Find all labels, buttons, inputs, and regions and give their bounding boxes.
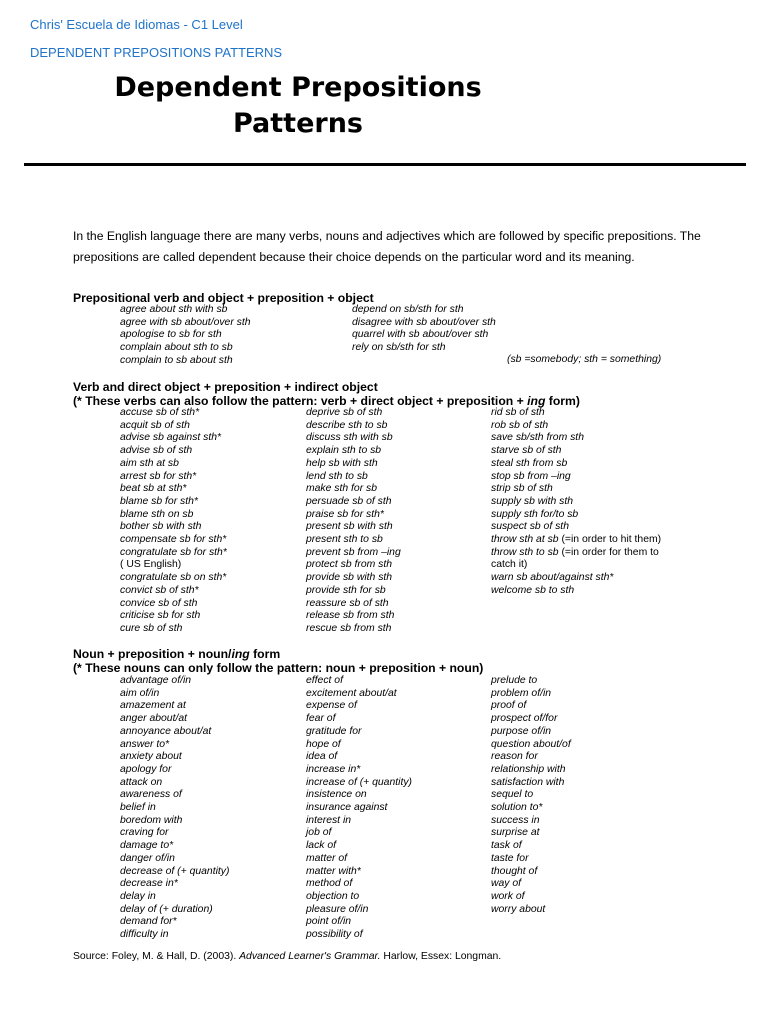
list-item-text: throw sth at sb bbox=[491, 534, 559, 546]
list-item: provide sb with sth bbox=[306, 572, 393, 584]
page-title-line-1: Dependent Prepositions bbox=[114, 72, 482, 103]
list-item: matter of bbox=[306, 852, 347, 864]
list-item: craving for bbox=[120, 827, 169, 839]
list-item: prelude to bbox=[491, 675, 538, 686]
list-item: release sb from sth bbox=[306, 610, 395, 622]
list-item: question about/of bbox=[491, 738, 571, 750]
list-item: disagree with sb about/over sth bbox=[352, 316, 496, 328]
list-item: insistence on bbox=[306, 789, 367, 801]
abbreviation-note: (sb =somebody; sth = something) bbox=[507, 354, 662, 365]
list-item: supply sth for/to sb bbox=[491, 508, 579, 520]
list-item: problem of/in bbox=[491, 687, 552, 699]
list-item: decrease in* bbox=[120, 878, 178, 890]
list-item: blame sth on sb bbox=[120, 508, 194, 520]
list-item: supply sb with sth bbox=[491, 495, 574, 507]
section-heading-verb-direct-object: Verb and direct object + preposition + indirect object bbox=[73, 380, 378, 394]
list-item: interest in bbox=[306, 814, 352, 826]
list-item: satisfaction with bbox=[491, 776, 565, 788]
list-item: damage to* bbox=[120, 840, 174, 852]
subheading-ing: ing bbox=[527, 394, 546, 408]
list-item: reassure sb of sth bbox=[306, 597, 389, 609]
list-item: excitement about/at bbox=[306, 687, 397, 699]
section1-column-2 bbox=[352, 304, 496, 355]
list-item: relationship with bbox=[491, 763, 566, 775]
source-book-title: Advanced Learner's Grammar. bbox=[239, 951, 381, 962]
subheading-part: form) bbox=[545, 394, 580, 408]
list-item: strip sb of sth bbox=[491, 483, 553, 495]
list-item: awareness of bbox=[120, 789, 182, 801]
list-item: advise sb of sth bbox=[120, 445, 193, 457]
list-item: depend on sb/sth for sth bbox=[352, 304, 464, 315]
list-item: insurance against bbox=[306, 802, 388, 814]
list-item: hope of bbox=[306, 738, 341, 750]
document-subtitle: DEPENDENT PREPOSITIONS PATTERNS bbox=[30, 45, 283, 60]
list-item: method of bbox=[306, 878, 353, 890]
list-item: complain to sb about sth bbox=[120, 354, 233, 366]
list-item: attack on bbox=[120, 776, 163, 788]
source-prefix: Source: Foley, M. & Hall, D. (2003). bbox=[73, 951, 240, 962]
list-item: make sth for sb bbox=[306, 483, 378, 495]
list-item: work of bbox=[491, 890, 525, 902]
section2-column-3 bbox=[491, 407, 681, 598]
list-item: persuade sb of sth bbox=[306, 495, 392, 507]
list-item: agree with sb about/over sth bbox=[120, 316, 251, 328]
list-item bbox=[491, 547, 681, 572]
list-item: quarrel with sb about/over sth bbox=[352, 329, 489, 341]
page-title bbox=[88, 70, 508, 142]
list-item: way of bbox=[491, 878, 522, 890]
list-item: fear of bbox=[306, 713, 336, 725]
list-item: answer to* bbox=[120, 738, 170, 750]
list-item: increase of (+ quantity) bbox=[306, 776, 412, 788]
list-item: present sth to sb bbox=[306, 534, 383, 546]
list-item: aim of/in bbox=[120, 687, 160, 699]
section2-column-1 bbox=[120, 407, 227, 636]
list-item: job of bbox=[306, 827, 332, 839]
list-item: stop sb from –ing bbox=[491, 470, 571, 482]
list-item: blame sb for sth* bbox=[120, 495, 198, 507]
list-item: acquit sb of sth bbox=[120, 419, 190, 431]
heading-part: Noun + preposition + noun/ bbox=[73, 647, 232, 661]
list-item: solution to* bbox=[491, 802, 543, 814]
list-item: present sb with sth bbox=[306, 521, 393, 533]
list-item: agree about sth with sb bbox=[120, 304, 228, 315]
list-item: effect of bbox=[306, 675, 343, 686]
list-item: boredom with bbox=[120, 814, 183, 826]
list-item: rescue sb from sth bbox=[306, 622, 392, 634]
list-item: point of/in bbox=[306, 916, 352, 928]
list-item: complain about sth to sb bbox=[120, 342, 233, 354]
list-item: surprise at bbox=[491, 827, 540, 839]
section1-column-1 bbox=[120, 304, 251, 368]
list-item: expense of bbox=[306, 700, 357, 712]
list-item: proof of bbox=[491, 700, 527, 712]
section-subheading-verb-pattern bbox=[73, 394, 580, 408]
section-subheading-noun-pattern: (* These nouns can only follow the pattern: noun + preposition + noun) bbox=[73, 661, 484, 675]
list-item: praise sb for sth* bbox=[306, 508, 384, 520]
list-item: help sb with sth bbox=[306, 457, 378, 469]
list-item: rely on sb/sth for sth bbox=[352, 342, 446, 354]
section2-column-3-list bbox=[491, 407, 681, 534]
list-item: idea of bbox=[306, 751, 338, 763]
list-item: belief in bbox=[120, 802, 156, 814]
section-heading-noun-preposition bbox=[73, 647, 280, 661]
list-item: bother sb with sth bbox=[120, 521, 202, 533]
list-item: objection to bbox=[306, 890, 360, 902]
list-item: worry about bbox=[491, 903, 546, 915]
list-item: cure sb of sth bbox=[120, 622, 183, 634]
list-item: warn sb about/against sth* bbox=[491, 572, 614, 584]
intro-paragraph: In the English language there are many verbs, nouns and adjectives which are followed by specific prepositions. The prepositions are called dependent because their choice depends on the particular word and its meaning. bbox=[73, 229, 701, 264]
list-item: purpose of/in bbox=[491, 725, 552, 737]
list-item: apologise to sb for sth bbox=[120, 329, 222, 341]
list-item: demand for* bbox=[120, 916, 177, 928]
list-item: apology for bbox=[120, 763, 172, 775]
list-item: reason for bbox=[491, 751, 538, 763]
list-item: explain sth to sb bbox=[306, 445, 382, 457]
list-item: rob sb of sth bbox=[491, 419, 549, 431]
list-item: congratulate sb on sth* bbox=[120, 572, 227, 584]
section3-column-3 bbox=[491, 675, 571, 916]
list-item: annoyance about/at bbox=[120, 725, 212, 737]
list-item: sequel to bbox=[491, 789, 534, 801]
list-item: lend sth to sb bbox=[306, 470, 368, 482]
list-item: starve sb of sth bbox=[491, 445, 562, 457]
list-item: pleasure of/in bbox=[306, 903, 369, 915]
list-item: ( US English) bbox=[120, 559, 182, 571]
list-item-gloss: (=in order for them to catch it) bbox=[491, 546, 659, 571]
list-item: advantage of/in bbox=[120, 675, 192, 686]
list-item: thought of bbox=[491, 865, 538, 877]
list-item: decrease of (+ quantity) bbox=[120, 865, 230, 877]
section2-column-3-end bbox=[491, 572, 681, 597]
list-item: convice sb of sth bbox=[120, 597, 198, 609]
list-item: protect sb from sth bbox=[306, 559, 393, 571]
list-item: save sb/sth from sth bbox=[491, 432, 584, 444]
list-item: aim sth at sb bbox=[120, 457, 179, 469]
list-item: advise sb against sth* bbox=[120, 432, 222, 444]
source-citation bbox=[73, 951, 501, 962]
subheading-part: (* These verbs can also follow the pattern: verb + direct object + preposition + bbox=[73, 394, 528, 408]
title-divider bbox=[24, 163, 746, 166]
list-item: delay of (+ duration) bbox=[120, 903, 213, 915]
list-item: lack of bbox=[306, 840, 337, 852]
list-item: steal sth from sb bbox=[491, 457, 568, 469]
list-item-gloss: (=in order to hit them) bbox=[558, 534, 662, 546]
list-item: prospect of/for bbox=[491, 713, 558, 725]
heading-part: form bbox=[249, 647, 281, 661]
list-item: convict sb of sth* bbox=[120, 584, 199, 596]
list-item: deprive sb of sth bbox=[306, 407, 383, 418]
list-item: suspect sb of sth bbox=[491, 521, 569, 533]
list-item: danger of/in bbox=[120, 852, 175, 864]
school-name: Chris' Escuela de Idiomas - C1 Level bbox=[30, 17, 243, 32]
list-item: arrest sb for sth* bbox=[120, 470, 197, 482]
section3-column-1 bbox=[120, 675, 229, 942]
heading-ing: ing bbox=[231, 647, 250, 661]
list-item: taste for bbox=[491, 852, 529, 864]
list-item: welcome sb to sth bbox=[491, 584, 575, 596]
list-item: task of bbox=[491, 840, 522, 852]
list-item: describe sth to sb bbox=[306, 419, 388, 431]
list-item: difficulty in bbox=[120, 929, 169, 941]
list-item: provide sth for sb bbox=[306, 584, 386, 596]
list-item: delay in bbox=[120, 890, 156, 902]
source-suffix: Harlow, Essex: Longman. bbox=[380, 951, 502, 962]
list-item: gratitude for bbox=[306, 725, 362, 737]
list-item: possibility of bbox=[306, 929, 363, 941]
list-item bbox=[491, 534, 681, 547]
list-item: congratulate sb for sth* bbox=[120, 546, 227, 558]
list-item: beat sb at sth* bbox=[120, 483, 187, 495]
page-title-line-2: Patterns bbox=[232, 108, 364, 139]
section3-column-2 bbox=[306, 675, 412, 942]
list-item: increase in* bbox=[306, 763, 361, 775]
list-item-text: throw sth to sb bbox=[491, 546, 559, 558]
list-item: amazement at bbox=[120, 700, 186, 712]
list-item: compensate sb for sth* bbox=[120, 534, 227, 546]
section-heading-prepositional-verbs: Prepositional verb and object + preposition + object bbox=[73, 291, 374, 305]
list-item: matter with* bbox=[306, 865, 361, 877]
list-item: success in bbox=[491, 814, 540, 826]
list-item: accuse sb of sth* bbox=[120, 407, 200, 418]
list-item: discuss sth with sb bbox=[306, 432, 393, 444]
list-item: anxiety about bbox=[120, 751, 182, 763]
list-item: prevent sb from –ing bbox=[306, 546, 401, 558]
list-item: rid sb of sth bbox=[491, 407, 545, 418]
list-item: anger about/at bbox=[120, 713, 188, 725]
list-item: criticise sb for sth bbox=[120, 610, 201, 622]
section2-column-2 bbox=[306, 407, 401, 636]
